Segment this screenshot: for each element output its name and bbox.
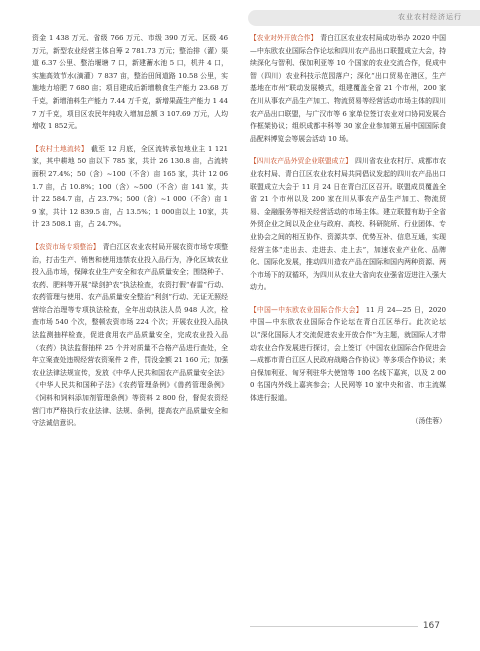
section-text-cee-conference: 11 月 24—25 日，2020 中国—中东欧农业国际合作论坛在青白江区举行。此次论坛以“深化国际人才交流促进农业开放合作”为主题，就国际人才带动农业合作发展进行探讨，会上签订《中国农业国际合作促进会—成都市青白江区人民政府战略合作协议》等多项合作协议；来自保加利亚、匈牙利驻华大使馆等 100 名线下嘉宾，以及 2 000 名国内外线上嘉宾参会；人民网等 10 家中央和省、市主流媒体进行报道。 <box>250 305 446 403</box>
section-agri-market <box>32 241 228 430</box>
left-column <box>32 32 228 440</box>
running-header-title: 农业农村经济运行 <box>398 13 462 21</box>
left-paragraph-1: 资金 1 438 万元、省级 766 万元、市级 390 万元、区级 46 万元，新型农业经营主体自筹 2 781.73 万元；整治排（灌）渠道 6.37 公里、整治堰塘 7 口，新建蓄水池 5 口，机井 4 口，实施高效节水(滴灌）7 837 亩，整治田间道路 10.58 公里，实施地力培肥 7 680 亩；项目建成后新增粮食生产能力 23.68 万千克，新增油料生产能力 7.44 万千克，新增果蔬生产能力 1 447 万千克，项目区农民年纯收入增加总额 3 107.69 万元，人均增收 1 852元。 <box>32 34 228 131</box>
running-header-bar <box>248 10 480 26</box>
section-tag-export-alliance: 【四川农产品外贸企业联盟成立】 <box>250 157 353 166</box>
section-export-alliance <box>250 155 446 294</box>
section-land-transfer <box>32 143 228 231</box>
section-tag-land-transfer: 【农村土地流转】 <box>32 144 88 153</box>
section-cee-conference <box>250 304 446 405</box>
footer-rule <box>250 626 418 627</box>
section-text-land-transfer: 截至 12 月底，全区流转承包地业主 1 121 家，其中耕地 50 亩以下 785 家，共计 26 130.8 亩，占流转面积 27.4%；50（含）~100（不含）亩 165 家，共计 12 061.7 亩，占 10.8%；100（含）~500（不含）亩 141 家，共计 22 584.7 亩，占 23.7%；500（含）~1 000（不含）亩 19 家，共计 12 839.5 亩，占 13.5%；1 000亩以上 10家，共计 23 508.1 亩，占 24.7%。 <box>32 144 228 229</box>
section-tag-agri-market: 【农资市场专项整治】 <box>32 242 100 251</box>
right-column <box>250 32 446 427</box>
section-text-agri-market: 青白江区农业农村局开展农资市场专项整治，打击生产、销售和使用违禁农业投入品行为，净化区域农业投入品市场，保障农业生产安全和农产品质量安全；围绕种子、农药、肥料等开展“绿剑护农”执法检查，农资打假“春雷”行动、农药管理与使用、农产品质量安全整治“利剑”行动、无证无照经营综合治理等专项执法检查，全年出动执法人员 948 人次，检查市场 540 个次，整顿农资市场 224 个次；开展农业投入品执法监测抽样检查，促进食用农产品质量安全，完成农业投入品（农药）执法监督抽样 25 个并对质量不合格产品进行查处，全年立案查处违规经营农资案件 2 件，罚没金额 21 160 元；加强农业法律法规宣传，发放《中华人民共和国农产品质量安全法》《中华人民共和国种子法》《农药管理条例》《兽药管理条例》《饲料和饲料添加剂管理条例》等资料 2 800 份，督促农资经营门市严格执行农业法律、法规、条例，提高农产品质量安全和守法诚信意识。 <box>32 242 229 428</box>
section-tag-opening-cooperation: 【农业对外开放合作】 <box>250 34 318 42</box>
section-tag-cee-conference: 【中国—中东欧农业国际合作大会】 <box>250 305 363 314</box>
section-text-opening-cooperation: 青白江区农业农村局成功举办 2020 中国—中东欧农业国际合作论坛和四川农产品出口联盟成立大会，持续深化与智利、保加利亚等 10 个国家的农业交流合作，促成中智（四川）农业科技示范园落户；深化“出口贸易在港区，生产基地在市州”联动发展模式，组建覆盖全省 21 个市州，200 家在川从事农产品生产加工、物流贸易等经营活动市场主体的四川农产品出口联盟，与广汉市等 6 家单位签订农业对口协同发展合作框架协议；组织成都丰科等 30 家企业参加第五届中国国际食品配料博览会等展会活动 10 场。 <box>250 34 446 143</box>
section-opening-cooperation <box>250 32 446 145</box>
author-byline: （汤佳蓉） <box>411 416 446 425</box>
page-number: 167 <box>422 621 440 631</box>
section-text-export-alliance: 四川省农业农村厅、成都市农业农村局、青白江区农业农村局共同倡议发起的四川农产品出口联盟成立大会于 11 月 24 日在青白江区召开。联盟成员覆盖全省 21 个市州以及 200 家在川从事农产品生产加工、物流贸易、金融服务等相关经营活动的市场主体。建立联盟有助于全省外贸企业之间以及企业与政府、高校、科研院所、行业团体、专业协会之间的相互协作、资源共享、优势互补、信息互通，实现经营主体“走出去、走进去、走上去”，加速农业产业化、品牌化、国际化发展，推动四川造农产品在国际和国内两种资源、两个市场下的双循环，为四川从农业大省向农业强省迈进注入强大动力。 <box>250 157 447 292</box>
